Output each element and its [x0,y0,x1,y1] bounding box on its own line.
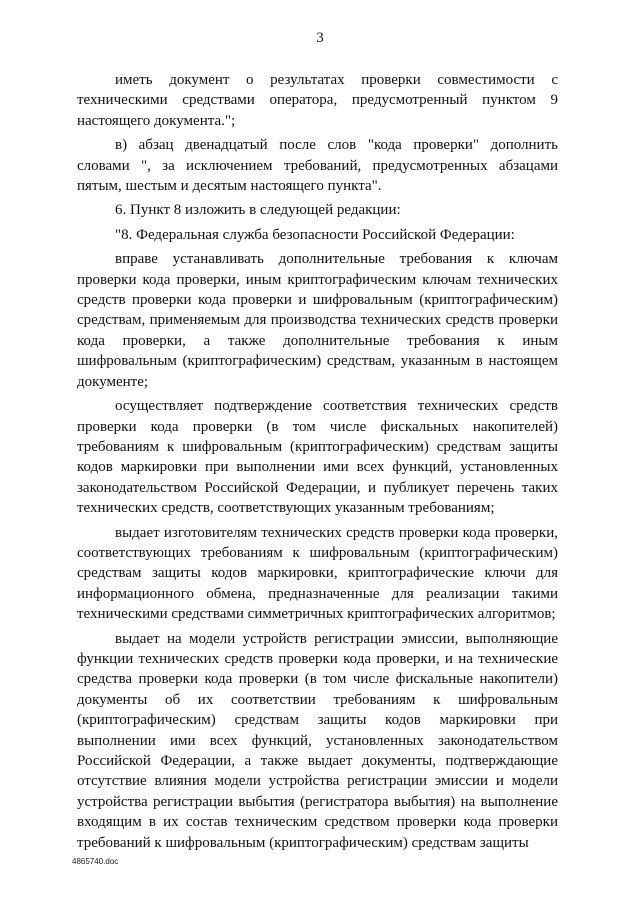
page-number: 3 [316,30,324,46]
paragraph-4: "8. Федеральная служба безопасности Российской Федерации: [115,226,515,243]
document-body [77,70,558,853]
footer-filename: 4865740.doc [72,857,119,866]
paragraph-3: 6. Пункт 8 изложить в следующей редакции: [115,202,401,219]
paragraph-5: вправе устанавливать дополнительные требования к ключам проверки кода проверки, иным криптографическим ключам технических средств проверки кода проверки и шифровальным (криптографическим) средствам, применяемым для производства технических средств проверки кода проверки, а также дополнительные требования к иным шифровальным (криптографическим) средствам, указанным в настоящем документе; [77,251,558,390]
paragraph-2: в) абзац двенадцатый после слов "кода проверки" дополнить словами ", за исключением требований, предусмотренных абзацами пятым, шестым и десятым настоящего пункта". [77,137,558,195]
paragraph-7: выдает изготовителям технических средств проверки кода проверки, соответствующих требованиям к шифровальным (криптографическим) средствам защиты кодов маркировки, криптографические ключи для информационного обмена, предназначенные для реализации такими техническими средствами симметричных криптографических алгоритмов; [77,524,558,623]
paragraph-8: выдает на модели устройств регистрации эмиссии, выполняющие функции технических средств проверки кода проверки, и на технические средства проверки кода проверки (в том числе фискальные накопители) документы об их соответствии требованиям к шифровальным (криптографическим) средствам защиты кодов маркировки при выполнении ими всех функций, установленных законодательством Российской Федерации, а также выдает документы, подтверждающие отсутствие влияния модели устройства регистрации эмиссии и модели устройства регистрации выбытия (регистратора выбытия) на выполнение входящим в их состав техническим средством проверки кода проверки требований к шифровальным (криптографическим) средствам защиты [77,630,558,851]
paragraph-6: осуществляет подтверждение соответствия технических средств проверки кода проверки (в том числе фискальных накопителей) требованиям к шифровальным (криптографическим) средствам защиты кодов маркировки при выполнении ими всех функций, установленных законодательством Российской Федерации, и публикует перечень таких технических средств, соответствующих указанным требованиям; [77,398,558,517]
paragraph-1: иметь документ о результатах проверки совместимости с техническими средствами оператора, предусмотренный пунктом 9 настоящего документа."; [77,72,558,129]
